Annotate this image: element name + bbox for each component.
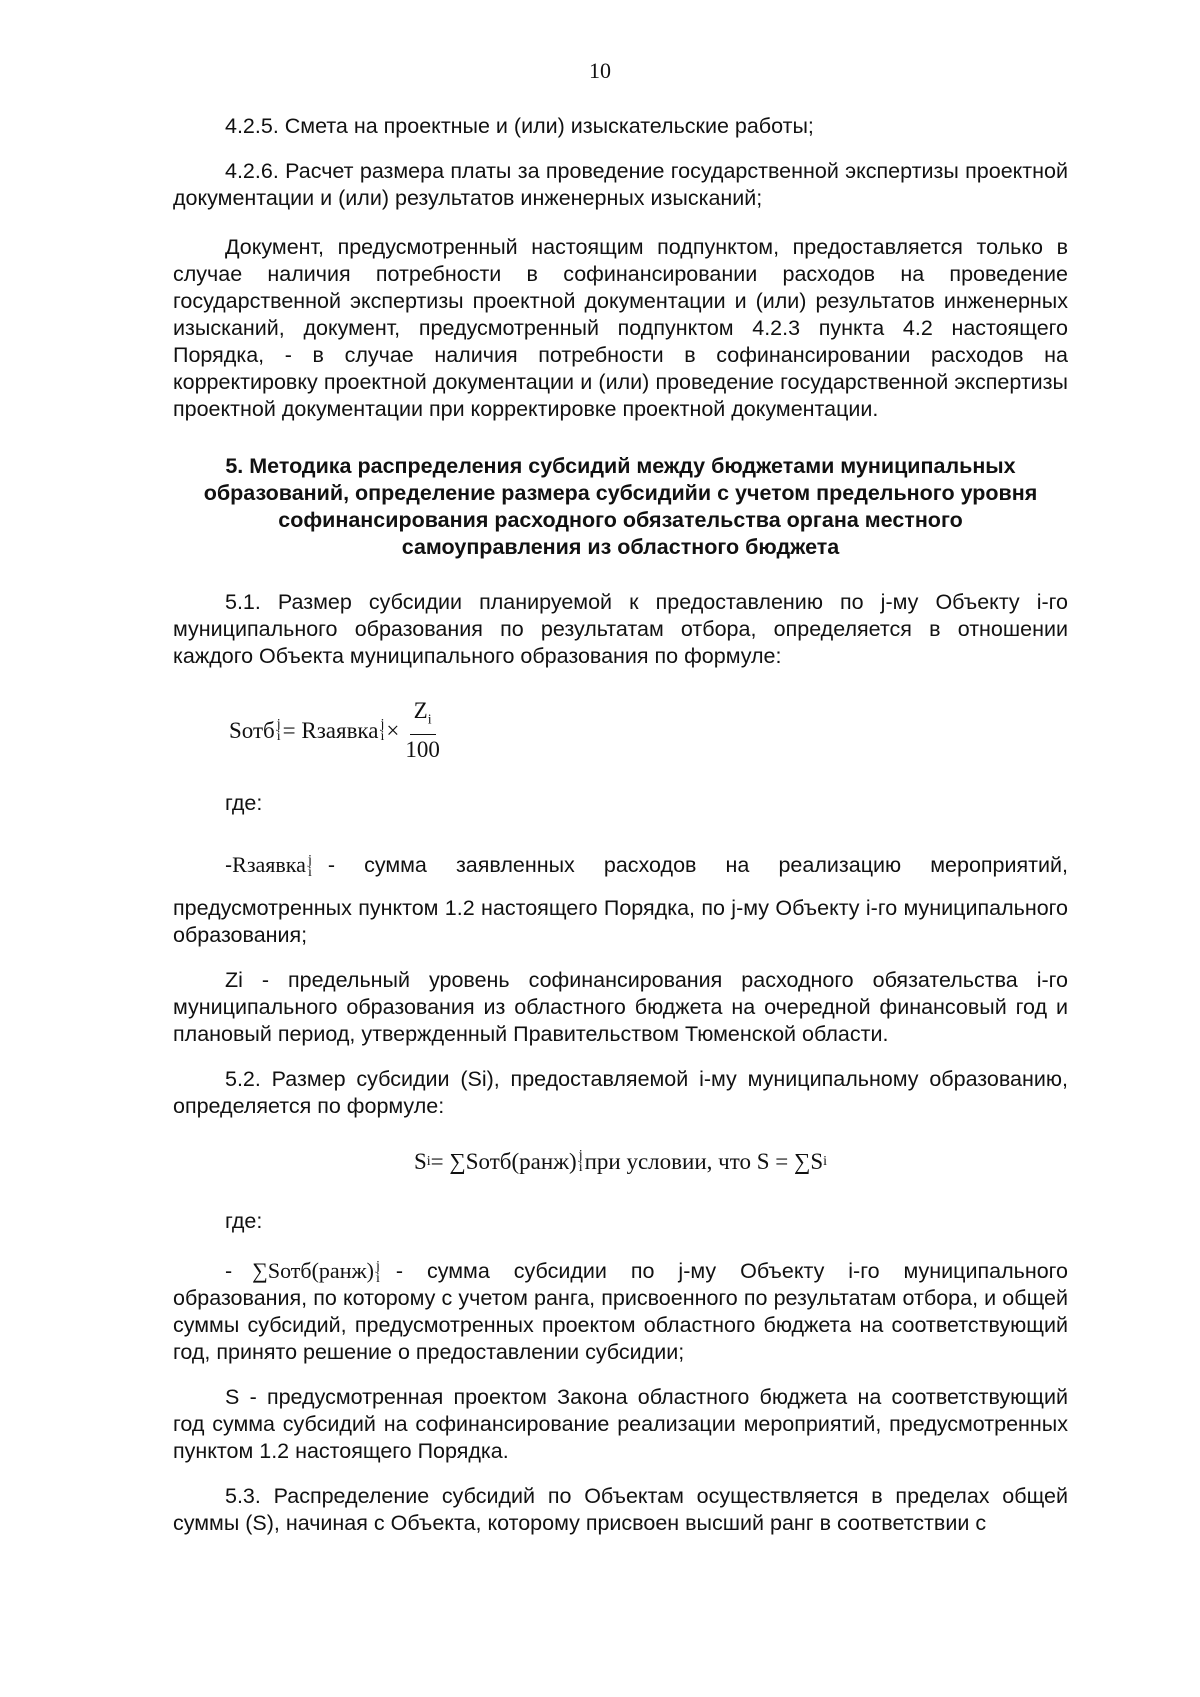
formula-lhs: Sотб bbox=[229, 718, 275, 743]
index-i: i bbox=[578, 1160, 583, 1175]
paragraph-zi: Zi - предельный уровень софинансирования расходного обязательства i-го муниципального образования из областного бюджета на очередной финансовый год и плановый период, утвержденный Правительством Тюменской области. bbox=[173, 968, 1068, 1046]
definition-sum-continued: образования, по которому с учетом ранга, присвоенного по результатам отбора, и общей суммы субсидий, предусмотренных проектом областного бюджета на соответствующий год, принято решение о предоставлении субсидии; bbox=[173, 1286, 1068, 1364]
index-j: j bbox=[380, 717, 385, 732]
index-i: i bbox=[276, 729, 281, 744]
heading-line: самоуправления из областного бюджета bbox=[401, 535, 840, 559]
dash: - bbox=[225, 853, 233, 877]
heading-line: образований, определение размера субсидийи с учетом предельного уровня bbox=[203, 481, 1038, 505]
times-sign: × bbox=[386, 718, 400, 743]
s-symbol: S bbox=[413, 1149, 427, 1174]
index-i: i bbox=[376, 1270, 380, 1286]
paragraph-5-2: 5.2. Размер субсидии (Si), предоставляемой i-му муниципальному образованию, определяется по формуле: bbox=[173, 1067, 1068, 1118]
fraction-denominator: 100 bbox=[405, 737, 440, 763]
where-label: где: bbox=[225, 791, 263, 815]
z-symbol: Z bbox=[413, 697, 428, 723]
heading-line: 5. Методика распределения субсидий между бюджетами муниципальных bbox=[225, 454, 1016, 478]
fraction-numerator bbox=[410, 697, 436, 736]
symbol-rzayavka bbox=[232, 851, 314, 879]
where-label: где: bbox=[225, 1209, 263, 1233]
index-i: i bbox=[380, 729, 385, 744]
document-body bbox=[173, 113, 1068, 1537]
index-i: i bbox=[823, 1154, 828, 1169]
symbol-sum bbox=[252, 1257, 382, 1285]
definition-rzayavka-continued: предусмотренных пунктом 1.2 настоящего Порядка, по j-му Объекту i-го муниципального образования; bbox=[173, 896, 1068, 947]
fraction bbox=[405, 697, 440, 766]
index-i: i bbox=[427, 712, 432, 728]
heading-line: софинансирования расходного обязательства органа местного bbox=[278, 508, 963, 532]
dash: - bbox=[225, 1259, 233, 1283]
page-number: 10 bbox=[589, 58, 611, 83]
index-j: j bbox=[276, 717, 281, 732]
index-j: j bbox=[376, 1258, 380, 1274]
symbol-text: ∑Sотб(ранж) bbox=[252, 1258, 374, 1283]
formula-index bbox=[277, 719, 281, 743]
section-5-heading bbox=[173, 453, 1068, 561]
paragraph-5-1: 5.1. Размер субсидии планируемой к предоставлению по j-му Объекту i-го муниципального образования по результатам отбора, определяется в отношении каждого Объекта муниципального образования по формуле: bbox=[173, 590, 1068, 668]
symbol-text: Rзаявка bbox=[232, 852, 306, 877]
formula-si bbox=[173, 1142, 1068, 1182]
formula-index bbox=[380, 719, 384, 743]
formula-index bbox=[307, 852, 312, 880]
paragraph-4-2-6: 4.2.6. Расчет размера платы за проведение государственной экспертизы проектной документации и (или) результатов инженерных изысканий; bbox=[173, 159, 1068, 210]
index-j: j bbox=[307, 852, 312, 868]
formula-index bbox=[376, 1258, 380, 1286]
definition-rzayavka bbox=[173, 851, 1068, 879]
formula-condition: при условии, что S = ∑S bbox=[584, 1149, 824, 1174]
formula-index bbox=[579, 1150, 583, 1174]
formula-sotb bbox=[229, 696, 1068, 766]
definition-text: - сумма заявленных расходов на реализацию мероприятий, bbox=[327, 853, 1068, 877]
index-j: j bbox=[578, 1148, 583, 1163]
definition-sum bbox=[173, 1257, 1068, 1285]
index-i: i bbox=[426, 1154, 431, 1169]
paragraph-s: S - предусмотренная проектом Закона областного бюджета на соответствующий год сумма субсидий на софинансирование реализации мероприятий, предусмотренных пунктом 1.2 настоящего Порядка. bbox=[173, 1385, 1068, 1463]
definition-text: - сумма субсидии по j-му Объекту i-го муниципального bbox=[395, 1259, 1068, 1283]
formula-sum: = ∑Sотб(ранж) bbox=[430, 1149, 577, 1174]
formula-rzayavka: = Rзаявка bbox=[282, 718, 379, 743]
paragraph-5-3: 5.3. Распределение субсидий по Объектам осуществляется в пределах общей суммы (S), начиная с Объекта, которому присвоен высший ранг в соответствии с bbox=[173, 1484, 1068, 1535]
paragraph-4-2-5: 4.2.5. Смета на проектные и (или) изыскательские работы; bbox=[225, 114, 814, 138]
paragraph-document-note: Документ, предусмотренный настоящим подпунктом, предоставляется только в случае наличия потребности в софинансировании расходов на проведение государственной экспертизы проектной документации и (или) результатов инженерных изысканий, документ, предусмотренный подпунктом 4.2.3 пункта 4.2 настоящего Порядка, - в случае наличия потребности в софинансировании расходов на корректировку проектной документации и (или) проведение государственной экспертизы проектной документации при корректировке проектной документации. bbox=[173, 235, 1068, 421]
index-i: i bbox=[307, 864, 312, 880]
